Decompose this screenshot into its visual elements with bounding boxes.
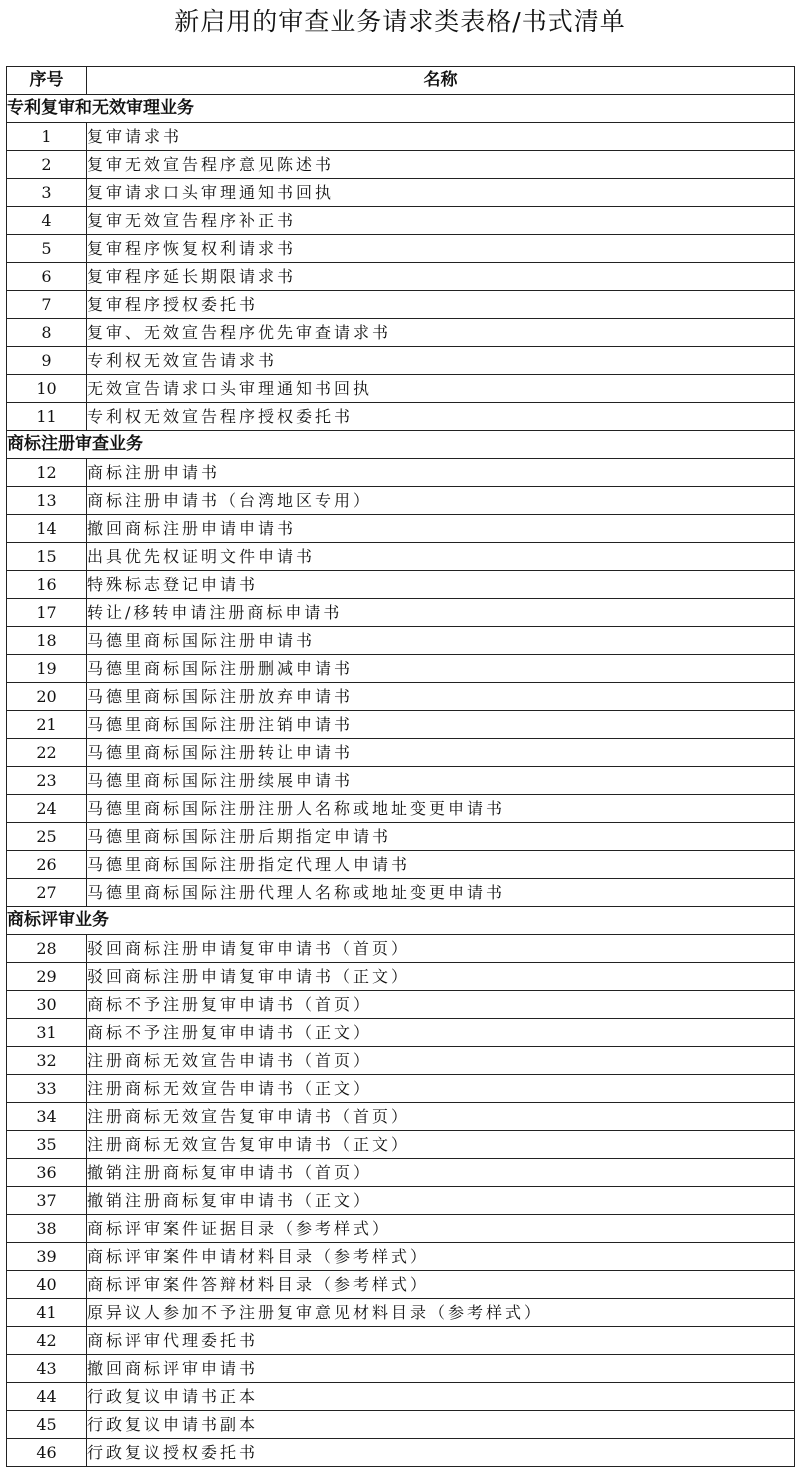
table-row: [7, 1299, 795, 1327]
table-row: [7, 375, 795, 403]
row-number: 20: [7, 683, 87, 711]
table-row: [7, 1271, 795, 1299]
row-name: 注册商标无效宣告复审申请书（首页）: [87, 1103, 795, 1131]
table-row: [7, 291, 795, 319]
table-row: [7, 935, 795, 963]
row-name: 复审无效宣告程序意见陈述书: [87, 151, 795, 179]
row-name: 专利权无效宣告程序授权委托书: [87, 403, 795, 431]
row-number: 14: [7, 515, 87, 543]
row-name: 马德里商标国际注册指定代理人申请书: [87, 851, 795, 879]
row-number: 10: [7, 375, 87, 403]
row-number: 15: [7, 543, 87, 571]
table-row: [7, 711, 795, 739]
table-row: [7, 1075, 795, 1103]
table-row: [7, 851, 795, 879]
table-row: [7, 487, 795, 515]
section-title: 商标评审业务: [7, 907, 795, 935]
row-name: 复审程序延长期限请求书: [87, 263, 795, 291]
row-name: 马德里商标国际注册注册人名称或地址变更申请书: [87, 795, 795, 823]
row-name: 注册商标无效宣告申请书（正文）: [87, 1075, 795, 1103]
row-name: 商标评审案件证据目录（参考样式）: [87, 1215, 795, 1243]
table-row: [7, 403, 795, 431]
row-number: 13: [7, 487, 87, 515]
table-row: [7, 1215, 795, 1243]
table-row: [7, 655, 795, 683]
row-number: 46: [7, 1439, 87, 1467]
table-row: [7, 879, 795, 907]
row-name: 注册商标无效宣告复审申请书（正文）: [87, 1131, 795, 1159]
table-row: [7, 1159, 795, 1187]
table-row: [7, 207, 795, 235]
row-name: 商标注册申请书（台湾地区专用）: [87, 487, 795, 515]
table-row: [7, 739, 795, 767]
table-row: [7, 263, 795, 291]
row-name: 特殊标志登记申请书: [87, 571, 795, 599]
section-title: 商标注册审查业务: [7, 431, 795, 459]
table-row: [7, 599, 795, 627]
row-name: 马德里商标国际注册放弃申请书: [87, 683, 795, 711]
row-number: 11: [7, 403, 87, 431]
row-name: 商标不予注册复审申请书（首页）: [87, 991, 795, 1019]
table-row: [7, 1243, 795, 1271]
row-number: 32: [7, 1047, 87, 1075]
row-number: 28: [7, 935, 87, 963]
row-number: 18: [7, 627, 87, 655]
row-name: 商标评审案件申请材料目录（参考样式）: [87, 1243, 795, 1271]
row-name: 马德里商标国际注册申请书: [87, 627, 795, 655]
column-header-number: 序号: [7, 67, 87, 95]
row-name: 马德里商标国际注册删减申请书: [87, 655, 795, 683]
row-number: 44: [7, 1383, 87, 1411]
column-header-name: 名称: [87, 67, 795, 95]
header-row: [7, 67, 795, 95]
row-number: 7: [7, 291, 87, 319]
row-number: 23: [7, 767, 87, 795]
row-number: 19: [7, 655, 87, 683]
row-number: 26: [7, 851, 87, 879]
row-name: 出具优先权证明文件申请书: [87, 543, 795, 571]
row-name: 商标注册申请书: [87, 459, 795, 487]
table-row: [7, 683, 795, 711]
row-number: 29: [7, 963, 87, 991]
section-row: [7, 431, 795, 459]
table-row: [7, 767, 795, 795]
table-row: [7, 1411, 795, 1439]
row-number: 17: [7, 599, 87, 627]
row-number: 38: [7, 1215, 87, 1243]
table-row: [7, 179, 795, 207]
row-number: 43: [7, 1355, 87, 1383]
row-name: 复审程序授权委托书: [87, 291, 795, 319]
row-name: 原异议人参加不予注册复审意见材料目录（参考样式）: [87, 1299, 795, 1327]
table-row: [7, 1439, 795, 1467]
table-row: [7, 1131, 795, 1159]
table-row: [7, 571, 795, 599]
table-row: [7, 627, 795, 655]
row-name: 复审请求口头审理通知书回执: [87, 179, 795, 207]
table-row: [7, 319, 795, 347]
row-name: 复审请求书: [87, 123, 795, 151]
row-number: 2: [7, 151, 87, 179]
page-title: 新启用的审查业务请求类表格/书式清单: [174, 7, 626, 36]
table-row: [7, 459, 795, 487]
row-name: 马德里商标国际注册续展申请书: [87, 767, 795, 795]
table-row: [7, 1047, 795, 1075]
table-row: [7, 1103, 795, 1131]
row-number: 25: [7, 823, 87, 851]
row-number: 30: [7, 991, 87, 1019]
row-name: 马德里商标国际注册转让申请书: [87, 739, 795, 767]
row-number: 16: [7, 571, 87, 599]
section-title: 专利复审和无效审理业务: [7, 95, 795, 123]
row-number: 45: [7, 1411, 87, 1439]
row-name: 专利权无效宣告请求书: [87, 347, 795, 375]
row-name: 行政复议申请书正本: [87, 1383, 795, 1411]
table-header: [7, 67, 795, 95]
row-number: 6: [7, 263, 87, 291]
row-name: 行政复议申请书副本: [87, 1411, 795, 1439]
row-number: 24: [7, 795, 87, 823]
row-number: 27: [7, 879, 87, 907]
row-number: 5: [7, 235, 87, 263]
row-name: 无效宣告请求口头审理通知书回执: [87, 375, 795, 403]
row-number: 3: [7, 179, 87, 207]
row-name: 撤销注册商标复审申请书（正文）: [87, 1187, 795, 1215]
row-name: 马德里商标国际注册代理人名称或地址变更申请书: [87, 879, 795, 907]
row-number: 41: [7, 1299, 87, 1327]
row-name: 驳回商标注册申请复审申请书（首页）: [87, 935, 795, 963]
row-name: 商标评审案件答辩材料目录（参考样式）: [87, 1271, 795, 1299]
forms-table: [6, 66, 795, 1467]
row-number: 4: [7, 207, 87, 235]
row-name: 复审程序恢复权利请求书: [87, 235, 795, 263]
row-number: 35: [7, 1131, 87, 1159]
row-name: 复审、无效宣告程序优先审查请求书: [87, 319, 795, 347]
row-number: 22: [7, 739, 87, 767]
row-number: 31: [7, 1019, 87, 1047]
row-name: 撤回商标注册申请申请书: [87, 515, 795, 543]
section-row: [7, 95, 795, 123]
row-number: 40: [7, 1271, 87, 1299]
table-body: [7, 95, 795, 1467]
table-row: [7, 1327, 795, 1355]
row-name: 转让/移转申请注册商标申请书: [87, 599, 795, 627]
table-row: [7, 991, 795, 1019]
row-name: 驳回商标注册申请复审申请书（正文）: [87, 963, 795, 991]
row-number: 1: [7, 123, 87, 151]
table-row: [7, 1187, 795, 1215]
row-number: 9: [7, 347, 87, 375]
row-number: 39: [7, 1243, 87, 1271]
table-row: [7, 1355, 795, 1383]
row-name: 商标不予注册复审申请书（正文）: [87, 1019, 795, 1047]
row-name: 马德里商标国际注册后期指定申请书: [87, 823, 795, 851]
row-name: 马德里商标国际注册注销申请书: [87, 711, 795, 739]
row-number: 36: [7, 1159, 87, 1187]
table-row: [7, 515, 795, 543]
table-row: [7, 123, 795, 151]
row-number: 42: [7, 1327, 87, 1355]
section-row: [7, 907, 795, 935]
row-name: 撤回商标评审申请书: [87, 1355, 795, 1383]
row-number: 34: [7, 1103, 87, 1131]
row-number: 21: [7, 711, 87, 739]
row-number: 33: [7, 1075, 87, 1103]
table-row: [7, 823, 795, 851]
table-row: [7, 1019, 795, 1047]
row-name: 复审无效宣告程序补正书: [87, 207, 795, 235]
table-row: [7, 1383, 795, 1411]
row-name: 撤销注册商标复审申请书（首页）: [87, 1159, 795, 1187]
row-name: 注册商标无效宣告申请书（首页）: [87, 1047, 795, 1075]
table-row: [7, 235, 795, 263]
table-row: [7, 963, 795, 991]
table-row: [7, 347, 795, 375]
row-number: 12: [7, 459, 87, 487]
table-row: [7, 151, 795, 179]
table-row: [7, 795, 795, 823]
row-number: 8: [7, 319, 87, 347]
row-number: 37: [7, 1187, 87, 1215]
row-name: 行政复议授权委托书: [87, 1439, 795, 1467]
table-row: [7, 543, 795, 571]
row-name: 商标评审代理委托书: [87, 1327, 795, 1355]
